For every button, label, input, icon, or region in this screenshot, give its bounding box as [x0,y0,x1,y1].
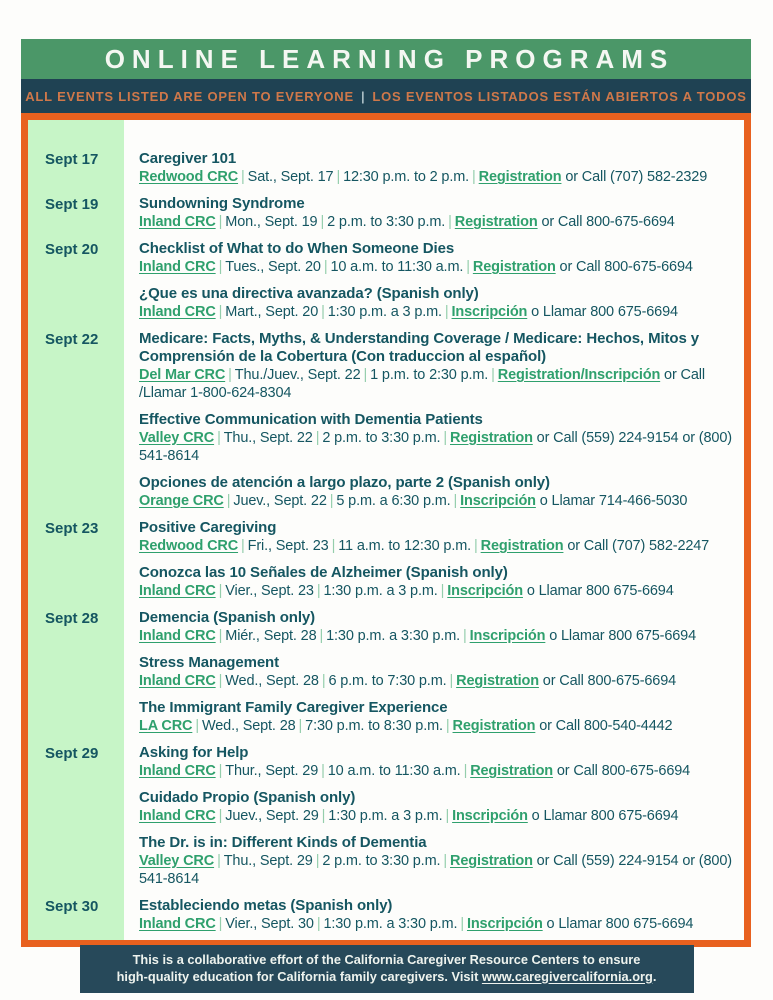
separator: | [316,583,321,599]
crc-link[interactable]: Inland CRC [139,808,216,824]
event-time: 2 p.m. to 3:30 p.m. [322,430,441,446]
event-time: 1:30 p.m. a 3 p.m. [328,808,443,824]
separator: | [241,538,245,554]
call-info: or Call (559) 224-9154 or (800) 541-8614 [139,853,732,887]
separator: | [241,169,245,185]
event-details [139,537,738,555]
event-day: Thu., Sept. 22 [223,430,313,446]
separator: | [218,304,223,320]
event-time: 2 p.m. to 3:30 p.m. [327,214,446,230]
event-details [139,168,738,186]
call-info: or Call 800-675-6694 [537,214,675,230]
event-title: Opciones de atención a largo plazo, parte 2 (Spanish only) [139,474,550,491]
registration-link[interactable]: Registration/Inscripción [497,367,661,383]
crc-link[interactable]: LA CRC [139,718,193,734]
event-title: Checklist of What to do When Someone Dies [139,240,455,257]
events-list [139,897,738,942]
event-title: Estableciendo metas (Spanish only) [139,897,393,914]
event-details [139,429,738,465]
events-box [21,113,751,947]
event-time: 1 p.m. to 2:30 p.m. [370,367,489,383]
event-time: 2 p.m. to 3:30 p.m. [322,853,441,869]
call-info: o Llamar 800 675-6694 [545,628,697,644]
separator: | [321,304,325,320]
separator: | [226,493,231,509]
event-time: 1:30 p.m. a 3 p.m. [327,304,442,320]
event-item [139,150,738,186]
event-time: 11 a.m. to 12:30 p.m. [338,538,472,554]
separator: | [321,808,326,824]
separator: | [463,628,467,644]
date-label: Sept 20 [45,241,99,258]
event-day: Sat., Sept. 17 [247,169,334,185]
event-details [139,258,738,276]
separator: | [321,673,326,689]
separator: | [445,808,450,824]
registration-link[interactable]: Inscripción [466,916,543,932]
event-item [139,834,738,888]
event-time: 12:30 p.m. to 2 p.m. [343,169,470,185]
date-label: Sept 19 [45,196,99,213]
event-day: Mon., Sept. 19 [225,214,318,230]
crc-link[interactable]: Valley CRC [139,853,215,869]
date-label: Sept 28 [45,610,99,627]
crc-link[interactable]: Inland CRC [139,259,216,275]
call-info: o Llamar 800 675-6694 [527,304,678,320]
event-item [139,411,738,465]
event-details [139,582,738,600]
date-label: Sept 29 [45,745,99,762]
separator: | [460,916,464,932]
separator: | [228,367,232,383]
event-item [139,789,738,825]
date-group [28,240,738,330]
event-item [139,474,738,510]
event-item [139,240,738,276]
event-details [139,303,738,321]
event-details [139,366,738,402]
call-info: or Call (559) 224-9154 or (800) 541-8614 [139,430,732,464]
registration-link[interactable]: Inscripción [452,808,528,824]
event-time: 10 a.m. to 11:30 a.m. [330,259,464,275]
events-list [139,150,738,195]
event-time: 5 p.m. a 6:30 p.m. [336,493,451,509]
event-title: Sundowning Syndrome [139,195,305,212]
separator: | [218,628,223,644]
crc-link[interactable]: Inland CRC [139,763,216,779]
event-item [139,330,738,402]
events-list [139,240,738,330]
separator: | [463,763,468,779]
events-list [139,609,738,744]
banner-text-english: ALL EVENTS LISTED ARE OPEN TO EVERYONE [25,88,354,104]
separator: | [443,853,447,869]
separator: | [320,214,325,230]
event-title: Conozca las 10 Señales de Alzheimer (Spanish only) [139,564,508,581]
event-title: The Immigrant Family Caregiver Experience [139,699,448,716]
event-day: Wed., Sept. 28 [201,718,296,734]
separator: | [466,259,470,275]
event-item [139,285,738,321]
event-day: Thur., Sept. 29 [225,763,319,779]
crc-link[interactable]: Del Mar CRC [139,367,226,383]
registration-link[interactable]: Registration [454,214,538,230]
footer-line-1: This is a collaborative effort of the California Caregiver Resource Centers to ensure [132,952,641,967]
date-group [28,519,738,609]
call-info: or Call 800-675-6694 [555,259,693,275]
registration-link[interactable]: Registration [472,259,556,275]
separator: | [218,214,223,230]
event-details [139,492,738,510]
separator: | [448,214,452,230]
event-time: 1:30 p.m. a 3:30 p.m. [323,916,458,932]
footer-line-2: high-quality education for California family caregivers. Visit www.caregivercalifornia.org. [116,968,657,984]
call-info: o Llamar 800 675-6694 [527,808,679,824]
date-group [28,330,738,519]
event-item [139,519,738,555]
event-title: Cuidado Propio (Spanish only) [139,789,356,806]
event-day: Miér., Sept. 28 [225,628,317,644]
event-day: Wed., Sept. 28 [225,673,319,689]
header-title-bar [21,39,751,79]
event-day: Juev., Sept. 29 [225,808,319,824]
event-day: Mart., Sept. 20 [225,304,319,320]
date-group [28,609,738,744]
separator: | [440,583,445,599]
date-label: Sept 22 [45,331,99,348]
separator: | [218,808,223,824]
events-list [139,195,738,240]
events-list [139,744,738,897]
crc-link[interactable]: Inland CRC [139,214,216,230]
separator: | [491,367,495,383]
separator: | [218,259,223,275]
date-group [28,897,738,942]
date-group [28,150,738,195]
event-details [139,672,738,690]
event-details [139,852,738,888]
crc-link[interactable]: Valley CRC [139,430,215,446]
separator: | [315,853,320,869]
registration-link[interactable]: Inscripción [460,493,536,509]
registration-link[interactable]: Inscripción [469,628,546,644]
event-day: Fri., Sept. 23 [247,538,329,554]
separator: | [331,538,336,554]
date-label: Sept 30 [45,898,99,915]
event-day: Tues., Sept. 20 [225,259,321,275]
events-groups [28,120,744,942]
crc-link[interactable]: Inland CRC [139,916,216,932]
banner-separator: | [360,88,366,104]
registration-link[interactable]: Registration [450,853,533,869]
banner-text-spanish: LOS EVENTOS LISTADOS ESTÁN ABIERTOS A TODOS [372,88,747,104]
registration-link[interactable]: Inscripción [447,583,523,599]
call-info: or Call 800-540-4442 [535,718,673,734]
page-title: ONLINE LEARNING PROGRAMS [104,43,675,74]
event-time: 10 a.m. to 11:30 a.m. [327,763,461,779]
event-day: Vier., Sept. 30 [225,916,314,932]
separator: | [474,538,478,554]
crc-link[interactable]: Inland CRC [139,673,216,689]
event-time: 7:30 p.m. to 8:30 p.m. [305,718,443,734]
event-item [139,609,738,645]
event-item [139,654,738,690]
separator: | [319,628,324,644]
event-time: 1:30 p.m. a 3:30 p.m. [326,628,461,644]
crc-link[interactable]: Inland CRC [139,628,216,644]
registration-link[interactable]: Registration [450,430,533,446]
separator: | [321,763,325,779]
event-title: Effective Communication with Dementia Patients [139,411,483,428]
event-title: ¿Que es una directiva avanzada? (Spanish only) [139,285,479,302]
separator: | [445,718,450,734]
separator: | [218,673,223,689]
registration-link[interactable]: Registration [480,538,564,554]
call-info: o Llamar 800 675-6694 [542,916,694,932]
event-title: Positive Caregiving [139,519,277,536]
separator: | [315,430,320,446]
separator: | [316,916,321,932]
event-day: Vier., Sept. 23 [225,583,314,599]
header-banner-bar [21,79,751,113]
crc-link[interactable]: Inland CRC [139,304,216,320]
call-info: or Call (707) 582-2247 [563,538,710,554]
event-details [139,627,738,645]
registration-link[interactable]: Registration [470,763,553,779]
event-item [139,897,738,933]
events-list [139,519,738,609]
call-info: or Call 800-675-6694 [538,673,677,689]
crc-link[interactable]: Redwood CRC [139,169,239,185]
date-group [28,744,738,897]
date-label: Sept 17 [45,151,99,168]
separator: | [472,169,476,185]
event-day: Thu., Sept. 29 [223,853,313,869]
separator: | [443,430,447,446]
event-details [139,762,738,780]
registration-link[interactable]: Registration [478,169,562,185]
separator: | [217,853,221,869]
separator: | [453,493,458,509]
event-title: Caregiver 101 [139,150,237,167]
event-title: Asking for Help [139,744,249,761]
event-day: Thu./Juev., Sept. 22 [234,367,361,383]
separator: | [444,304,449,320]
event-item [139,195,738,231]
call-info: o Llamar 800 675-6694 [522,583,674,599]
call-info: or Call /Llamar 1-800-624-8304 [139,367,705,401]
event-item [139,744,738,780]
event-day: Juev., Sept. 22 [233,493,327,509]
registration-link[interactable]: Registration [456,673,539,689]
call-info: or Call 800-675-6694 [552,763,691,779]
event-details [139,213,738,231]
footer-bar [80,945,694,993]
separator: | [218,916,223,932]
separator: | [218,763,223,779]
events-list [139,330,738,519]
call-info: or Call (707) 582-2329 [561,169,708,185]
date-group [28,195,738,240]
footer-website-link[interactable]: www.caregivercalifornia.org [481,968,653,984]
separator: | [217,430,221,446]
separator: | [336,169,341,185]
crc-link[interactable]: Redwood CRC [139,538,239,554]
event-details [139,807,738,825]
separator: | [195,718,199,734]
date-label: Sept 23 [45,520,99,537]
crc-link[interactable]: Orange CRC [139,493,224,509]
separator: | [323,259,328,275]
registration-link[interactable]: Inscripción [451,304,528,320]
registration-link[interactable]: Registration [452,718,536,734]
call-info: o Llamar 714-466-5030 [535,493,688,509]
event-title: Medicare: Facts, Myths, & Understanding Coverage / Medicare: Hechos, Mitos y Comprensión de la Cobertura (Con traduccion al español) [139,330,700,365]
event-details [139,915,738,933]
crc-link[interactable]: Inland CRC [139,583,216,599]
separator: | [218,583,223,599]
separator: | [449,673,454,689]
event-title: Demencia (Spanish only) [139,609,316,626]
event-item [139,564,738,600]
separator: | [363,367,368,383]
separator: | [329,493,334,509]
event-time: 6 p.m. to 7:30 p.m. [328,673,447,689]
event-time: 1:30 p.m. a 3 p.m. [323,583,438,599]
event-title: Stress Management [139,654,280,671]
event-item [139,699,738,735]
event-details [139,717,738,735]
event-title: The Dr. is in: Different Kinds of Dementia [139,834,427,851]
separator: | [298,718,303,734]
